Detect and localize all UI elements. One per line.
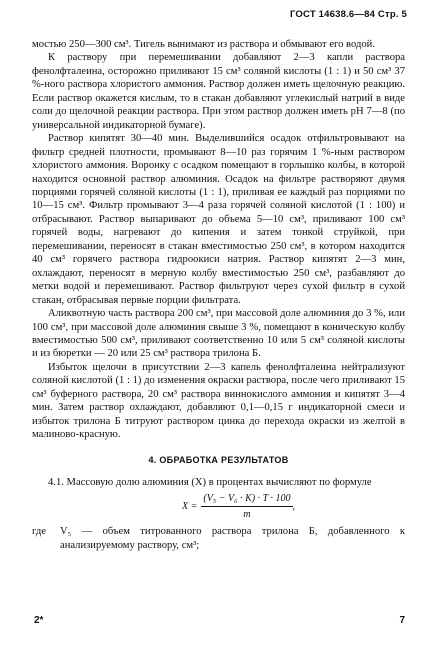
formula bbox=[182, 492, 405, 522]
paragraph: К раствору при перемешивании добавляют 2—3 капли раствора фенолфталеина, осторожно приливают 15 см³ соляной кислоты (1 : 1) и 50 см³ 37 %-ного раствора хлористого аммония. Раствор должен иметь щелочную реакцию. Если раствор окажется кислым, то в стакан добавляют углекислый натрий в виде соли до щелочной реакции раствора. При этом раствор должен иметь pH 7—8 (по универсальной индикаторной бумаге). bbox=[32, 52, 405, 131]
document-body bbox=[32, 38, 405, 552]
formula-denominator: m bbox=[243, 508, 251, 520]
clause-4-1: 4.1. Массовую долю алюминия (X) в процентах вычисляют по формуле bbox=[48, 477, 372, 489]
where-text: V₅ — объем титрованного раствора трилона Б, добавленного к анализируемому раствору, см³; bbox=[60, 526, 405, 551]
where-definition bbox=[32, 525, 405, 552]
page-number: 7 bbox=[399, 615, 405, 626]
paragraph: Аликвотную часть раствора 200 см³, при массовой доле алюминия до 3 %, или 100 см³, при массовой доле алюминия свыше 3 %, помещают в коническую колбу вместимостью 500 см³, приливают соответственно 10 или 5 см³ соляной кислоты и из бюретки — 20 или 25 см³ раствора трилона Б. bbox=[32, 308, 405, 360]
page-header: ГОСТ 14638.6—84 Стр. 5 bbox=[289, 9, 407, 20]
formula-numerator: (V₅ − V₆ · K) · T · 100 bbox=[201, 492, 292, 507]
paragraph: мостью 250—300 см³. Тигель вынимают из раствора и обмывают его водой. bbox=[32, 39, 375, 50]
paragraph: Раствор кипятят 30—40 мин. Выделившийся осадок отфильтровывают на фильтр средней плотности, промывают 8—10 раз горячим 1 %-ным раствором хлористого аммония. Воронку с осадком помещают в горлышко колбы, в которой находится основной раствор алюминия. Осадок на фильтре растворяют двумя порциями горячей соляной кислоты (1 : 1), приливая ее каждый раз порциями по 10—15 см³. Фильтр промывают 3—4 раза горячей соляной кислотой (1 : 100) и отбрасывают. Раствор выпаривают до объема 5—10 см³, приливают 100 см³ горячей воды, нагревают до кипения и затем тонкой струйкой, при перемешивании, переносят в стакан вместимостью 250 см³, в котором находится 40 см³ горячего раствора гидроокиси натрия. Раствор кипятят 2—3 мин, охлаждают, переносят в мерную колбу вместимостью 250 см³, разбавляют до метки водой и перемешивают. Раствор фильтруют через сухой фильтр в сухой стакан, отбрасывая первые порции фильтрата. bbox=[32, 133, 405, 306]
formula-lhs: X = bbox=[182, 500, 198, 512]
section-title: 4. ОБРАБОТКА РЕЗУЛЬТАТОВ bbox=[148, 454, 289, 465]
formula-fraction bbox=[201, 492, 292, 522]
where-label: где bbox=[32, 526, 46, 538]
formula-tail: , bbox=[292, 500, 295, 512]
paragraph: Избыток щелочи в присутствии 2—3 капель фенолфталеина нейтрализуют соляной кислотой (1 : 1) до изменения окраски раствора, после чего приливают 15 см³ буферного раствора, 20 см³ раствора виннокислого аммония и кипятят 3—4 мин. Затем раствор охлаждают, добавляют 0,1—0,15 г индикаторной смеси и избыток трилона Б титруют раствором цинка до перехода окраски из желтой в малиново-красную. bbox=[32, 361, 405, 441]
footer-signature-mark: 2* bbox=[34, 615, 44, 626]
